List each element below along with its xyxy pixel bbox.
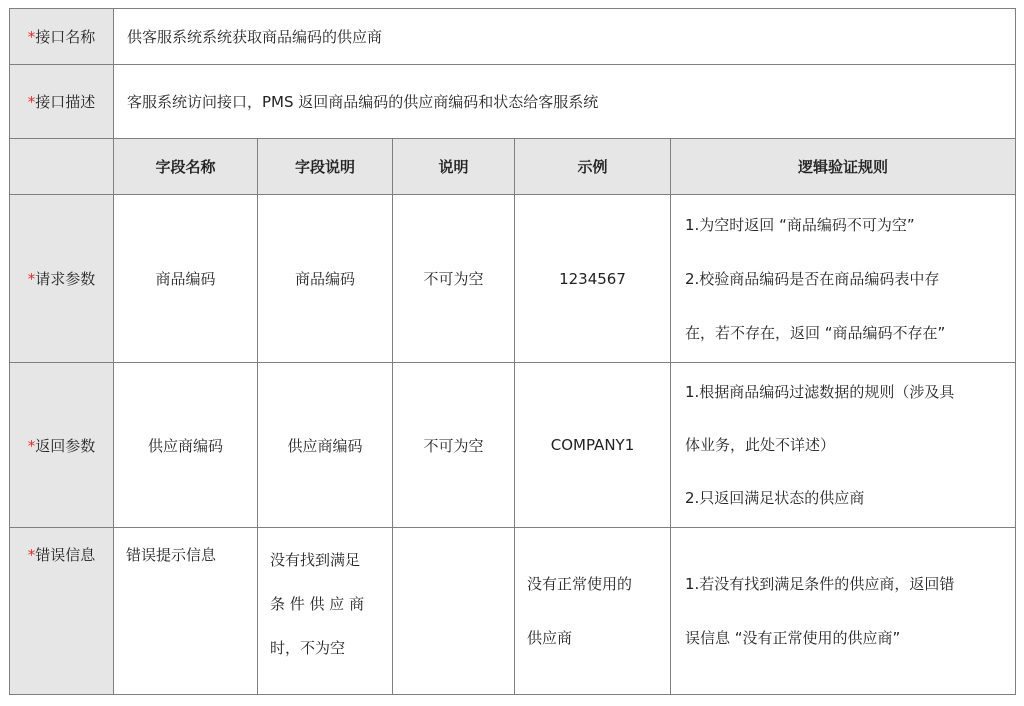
error-example xyxy=(515,528,671,695)
response-example: COMPANY1 xyxy=(515,363,671,528)
interface-name-row xyxy=(10,9,1016,65)
column-header-note: 说明 xyxy=(393,139,515,195)
error-field-desc-line: 时，不为空 xyxy=(270,639,346,657)
interface-desc-row xyxy=(10,65,1016,139)
required-mark: * xyxy=(27,436,36,455)
error-field-name: 错误提示信息 xyxy=(114,528,258,695)
required-mark: * xyxy=(27,270,36,288)
column-header-field-desc: 字段说明 xyxy=(258,139,393,195)
error-example-line: 供应商 xyxy=(527,629,573,647)
rule-line: 2.只返回满足状态的供应商 xyxy=(685,488,865,507)
response-field-name: 供应商编码 xyxy=(114,363,258,528)
required-mark: * xyxy=(27,28,36,46)
interface-name-label-text: 接口名称 xyxy=(35,28,96,46)
request-validation-rules xyxy=(671,195,1016,363)
required-mark: * xyxy=(27,546,36,564)
error-info-label xyxy=(10,528,114,695)
rule-line: 误信息 “没有正常使用的供应商” xyxy=(685,629,901,647)
request-field-name: 商品编码 xyxy=(114,195,258,363)
header-corner-cell xyxy=(10,139,114,195)
error-field-desc-line: 条 件 供 应 商 xyxy=(270,595,365,613)
required-mark: * xyxy=(27,93,36,111)
rule-line: 1.为空时返回 “商品编码不可为空” xyxy=(685,215,915,234)
response-param-label-text: 返回参数 xyxy=(35,436,96,455)
interface-name-value: 供客服系统系统获取商品编码的供应商 xyxy=(114,9,1016,65)
column-header-row xyxy=(10,139,1016,195)
interface-spec-table-wrapper xyxy=(9,8,1015,695)
request-note: 不可为空 xyxy=(393,195,515,363)
rule-line: 1.根据商品编码过滤数据的规则（涉及具 xyxy=(685,382,955,401)
interface-spec-table xyxy=(9,8,1016,695)
error-example-line: 没有正常使用的 xyxy=(527,575,633,593)
request-param-row xyxy=(10,195,1016,363)
column-header-validation-rules: 逻辑验证规则 xyxy=(671,139,1016,195)
error-info-row xyxy=(10,528,1016,695)
error-note xyxy=(393,528,515,695)
request-param-label xyxy=(10,195,114,363)
rule-line: 2.校验商品编码是否在商品编码表中存 xyxy=(685,269,940,288)
request-param-label-text: 请求参数 xyxy=(35,270,96,288)
interface-desc-value: 客服系统访问接口，PMS 返回商品编码的供应商编码和状态给客服系统 xyxy=(114,65,1016,139)
response-param-label xyxy=(10,363,114,528)
request-example: 1234567 xyxy=(515,195,671,363)
response-param-row xyxy=(10,363,1016,528)
interface-name-label xyxy=(10,9,114,65)
rule-line: 体业务，此处不详述） xyxy=(685,435,836,454)
rule-line: 1.若没有找到满足条件的供应商，返回错 xyxy=(685,575,955,593)
column-header-example: 示例 xyxy=(515,139,671,195)
response-field-desc: 供应商编码 xyxy=(258,363,393,528)
rule-line: 在，若不存在，返回 “商品编码不存在” xyxy=(685,323,946,342)
column-header-field-name: 字段名称 xyxy=(114,139,258,195)
error-field-desc-line: 没有找到满足 xyxy=(270,551,361,569)
response-note: 不可为空 xyxy=(393,363,515,528)
error-validation-rules xyxy=(671,528,1016,695)
error-info-label-text: 错误信息 xyxy=(35,546,96,564)
error-field-desc xyxy=(258,528,393,695)
interface-desc-label-text: 接口描述 xyxy=(35,93,96,111)
interface-desc-label xyxy=(10,65,114,139)
response-validation-rules xyxy=(671,363,1016,528)
request-field-desc: 商品编码 xyxy=(258,195,393,363)
